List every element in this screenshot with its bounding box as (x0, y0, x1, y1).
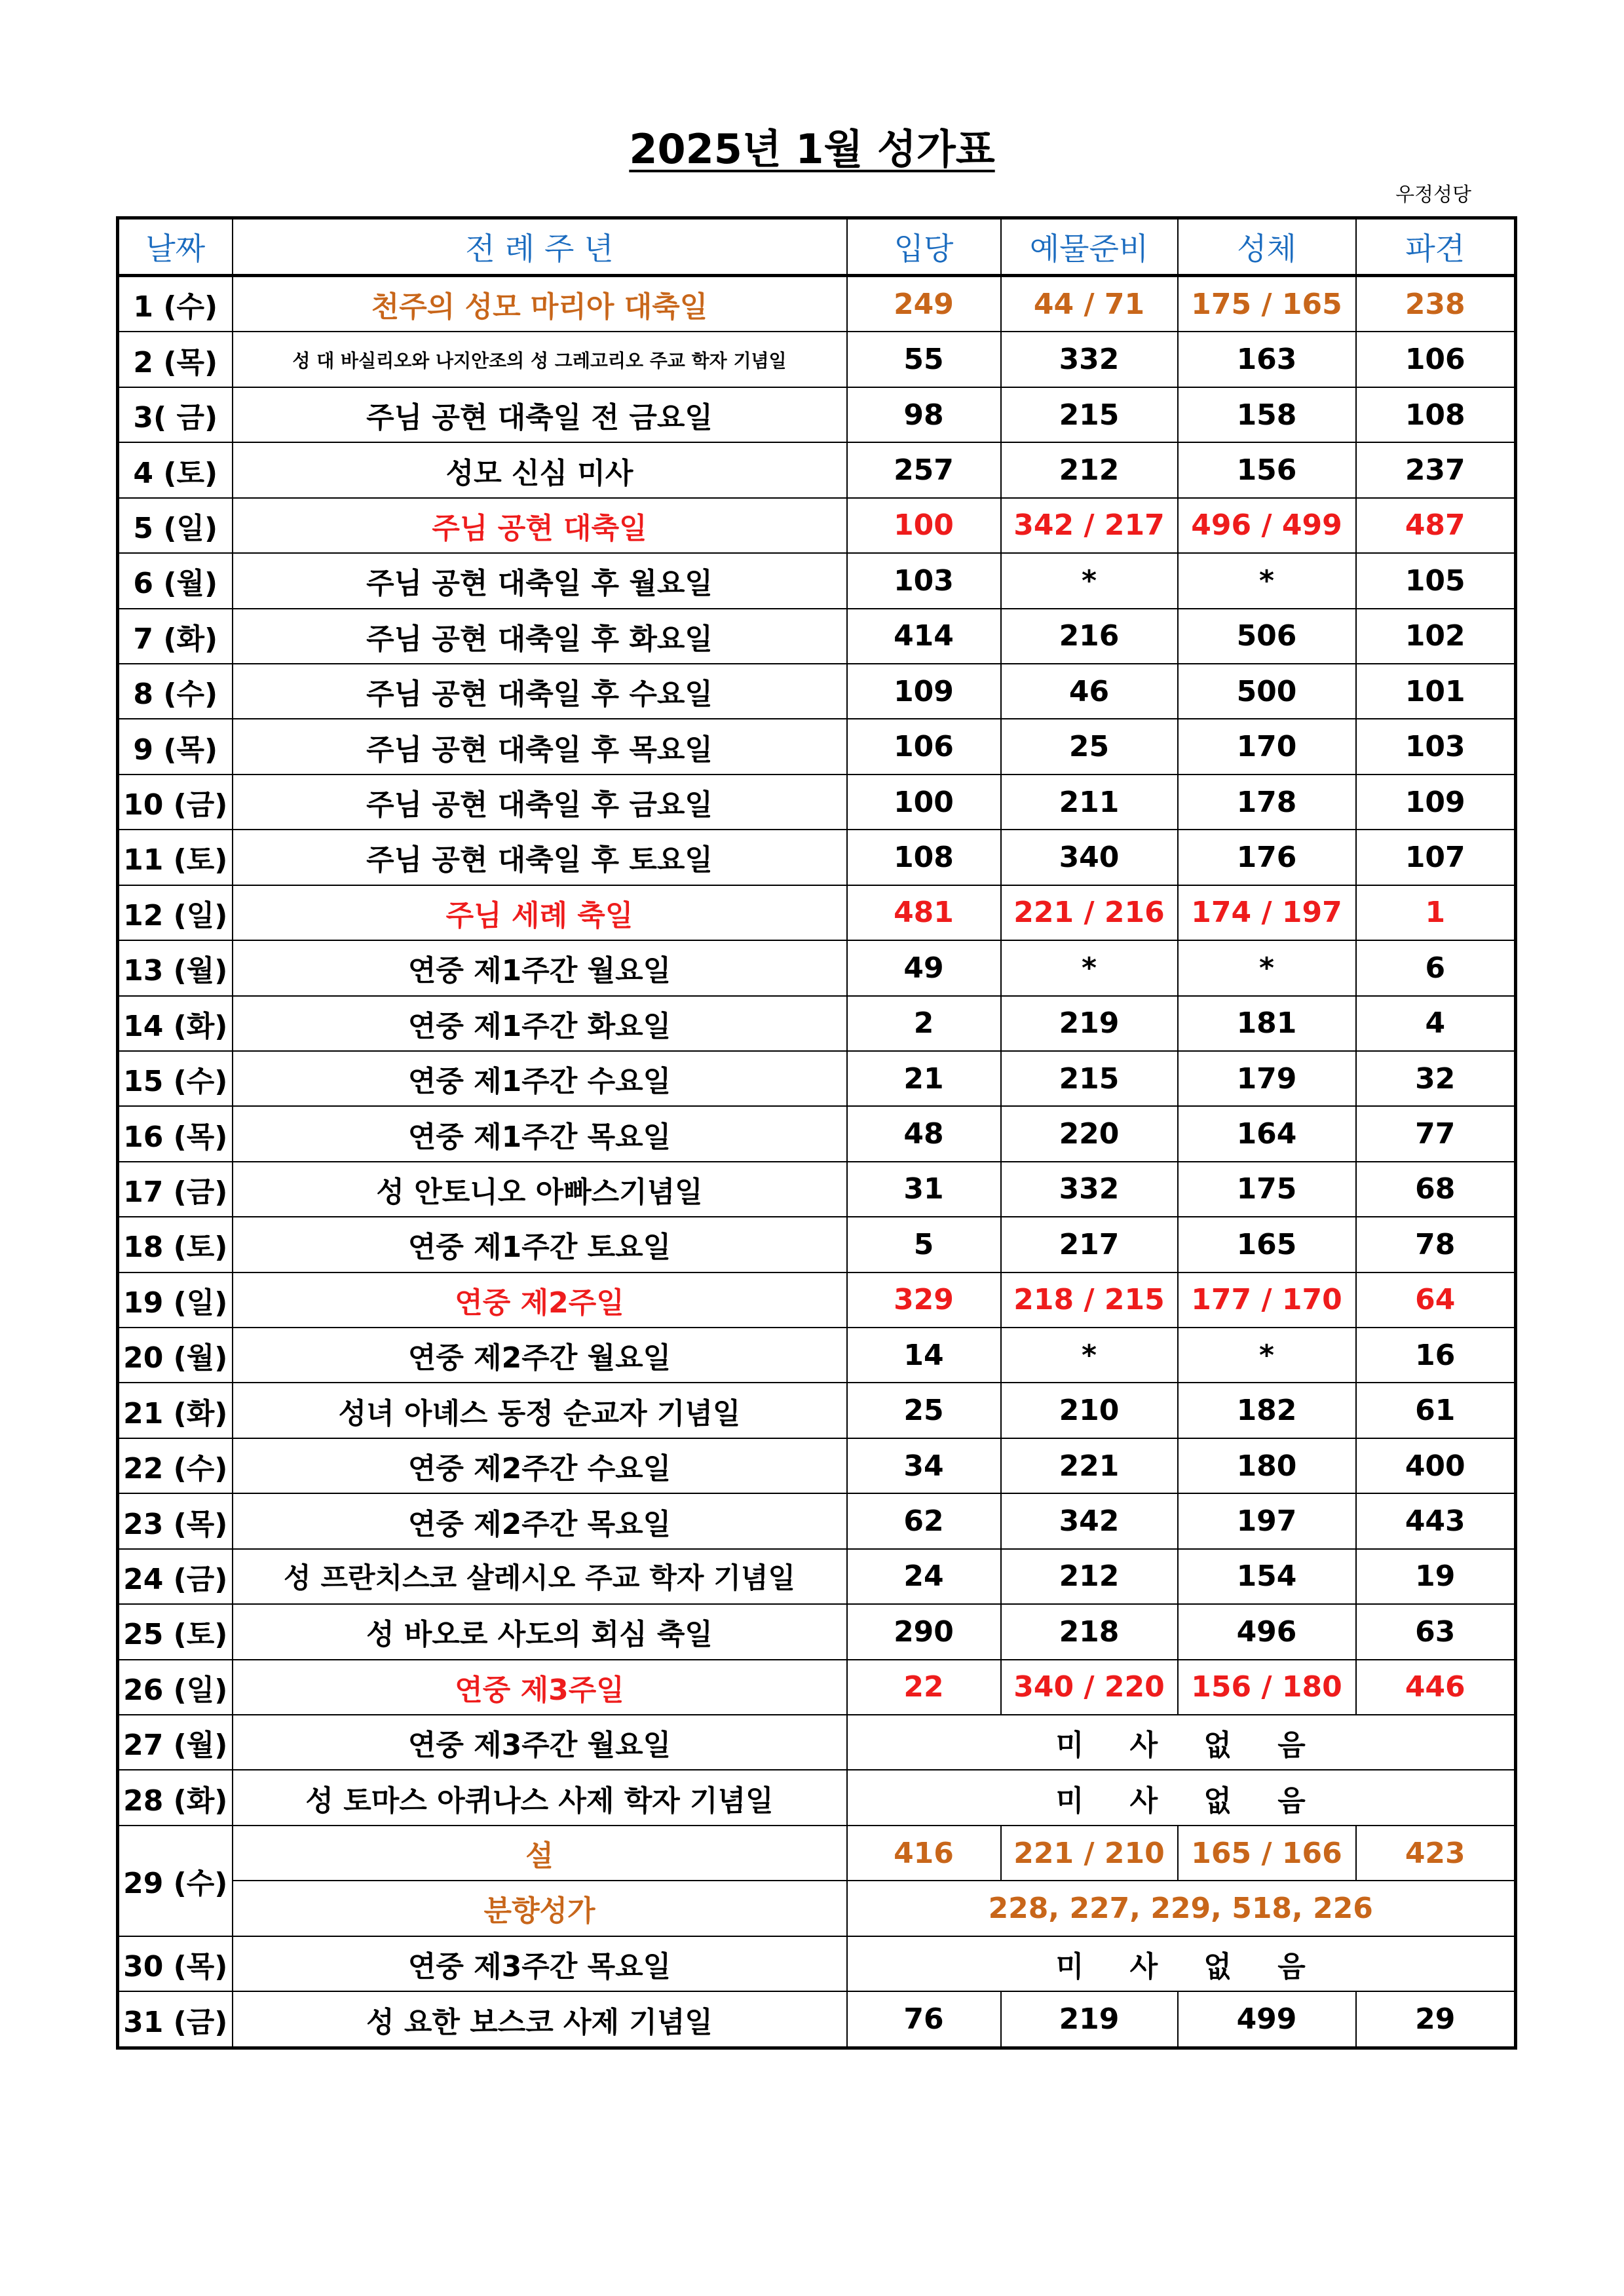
sub-liturgy-cell: 분향성가 (233, 1881, 847, 1936)
liturgy-cell: 주님 공현 대축일 후 금요일 (233, 775, 847, 830)
table-row (118, 442, 1516, 497)
offertory-cell: 212 (1001, 442, 1178, 497)
communion-cell: 506 (1178, 609, 1356, 664)
recessional-cell: 32 (1356, 1051, 1516, 1106)
date-cell: 4 (토) (118, 442, 233, 497)
recessional-cell: 446 (1356, 1660, 1516, 1715)
table-row (118, 1549, 1516, 1604)
liturgy-cell: 연중 제3주일 (233, 1660, 847, 1715)
table-row (118, 387, 1516, 442)
entrance-cell: 22 (847, 1660, 1001, 1715)
table-row (118, 1051, 1516, 1106)
header-liturgy: 전 례 주 년 (233, 218, 847, 276)
entrance-cell: 55 (847, 332, 1001, 387)
offertory-cell: 217 (1001, 1217, 1178, 1272)
table-row (118, 276, 1516, 332)
entrance-cell: 100 (847, 498, 1001, 553)
liturgy-cell: 주님 세례 축일 (233, 885, 847, 940)
entrance-cell: 48 (847, 1106, 1001, 1161)
date-cell: 26 (일) (118, 1660, 233, 1715)
offertory-cell: 342 / 217 (1001, 498, 1178, 553)
date-cell: 8 (수) (118, 664, 233, 719)
liturgy-cell: 주님 공현 대축일 전 금요일 (233, 387, 847, 442)
offertory-cell: 218 / 215 (1001, 1272, 1178, 1328)
communion-cell: * (1178, 553, 1356, 608)
recessional-cell: 109 (1356, 775, 1516, 830)
date-cell: 21 (화) (118, 1383, 233, 1438)
offertory-cell: 219 (1001, 996, 1178, 1051)
offertory-cell: 342 (1001, 1493, 1178, 1548)
recessional-cell: 237 (1356, 442, 1516, 497)
offertory-cell: 220 (1001, 1106, 1178, 1161)
date-cell: 7 (화) (118, 609, 233, 664)
date-cell: 11 (토) (118, 830, 233, 885)
recessional-cell: 1 (1356, 885, 1516, 940)
parish-name: 우정성당 (1395, 183, 1471, 206)
table-row (118, 1493, 1516, 1548)
communion-cell: 181 (1178, 996, 1356, 1051)
date-cell: 23 (목) (118, 1493, 233, 1548)
table-row (118, 332, 1516, 387)
recessional-cell: 423 (1356, 1826, 1516, 1881)
entrance-cell: 108 (847, 830, 1001, 885)
recessional-cell: 77 (1356, 1106, 1516, 1161)
liturgy-cell: 성 대 바실리오와 나지안조의 성 그레고리오 주교 학자 기념일 (233, 332, 847, 387)
date-cell: 6 (월) (118, 553, 233, 608)
recessional-cell: 16 (1356, 1328, 1516, 1383)
offertory-cell: 340 / 220 (1001, 1660, 1178, 1715)
entrance-cell: 329 (847, 1272, 1001, 1328)
header-communion: 성체 (1178, 218, 1356, 276)
communion-cell: 175 / 165 (1178, 276, 1356, 332)
date-cell: 14 (화) (118, 996, 233, 1051)
recessional-cell: 4 (1356, 996, 1516, 1051)
table-row (118, 498, 1516, 553)
entrance-cell: 106 (847, 719, 1001, 774)
date-cell: 9 (목) (118, 719, 233, 774)
offertory-cell: 221 / 216 (1001, 885, 1178, 940)
table-row (118, 1770, 1516, 1825)
table-row (118, 1826, 1516, 1881)
date-cell: 3( 금) (118, 387, 233, 442)
recessional-cell: 63 (1356, 1604, 1516, 1659)
entrance-cell: 5 (847, 1217, 1001, 1272)
table-row (118, 609, 1516, 664)
date-cell: 10 (금) (118, 775, 233, 830)
liturgy-cell: 천주의 성모 마리아 대축일 (233, 276, 847, 332)
liturgy-cell: 주님 공현 대축일 후 수요일 (233, 664, 847, 719)
entrance-cell: 49 (847, 940, 1001, 995)
date-cell: 15 (수) (118, 1051, 233, 1106)
entrance-cell: 21 (847, 1051, 1001, 1106)
liturgy-cell: 주님 공현 대축일 (233, 498, 847, 553)
offertory-cell: 210 (1001, 1383, 1178, 1438)
header-date: 날짜 (118, 218, 233, 276)
incense-hymns-cell: 228, 227, 229, 518, 226 (847, 1881, 1516, 1936)
liturgy-cell: 성 바오로 사도의 회심 축일 (233, 1604, 847, 1659)
recessional-cell: 101 (1356, 664, 1516, 719)
date-cell: 30 (목) (118, 1936, 233, 1991)
entrance-cell: 416 (847, 1826, 1001, 1881)
table-row (118, 664, 1516, 719)
entrance-cell: 414 (847, 609, 1001, 664)
communion-cell: 500 (1178, 664, 1356, 719)
offertory-cell: 25 (1001, 719, 1178, 774)
communion-cell: 197 (1178, 1493, 1356, 1548)
liturgy-cell: 연중 제2주간 월요일 (233, 1328, 847, 1383)
entrance-cell: 76 (847, 1991, 1001, 2048)
liturgy-cell: 성 토마스 아퀴나스 사제 학자 기념일 (233, 1770, 847, 1825)
liturgy-cell: 성 안토니오 아빠스기념일 (233, 1162, 847, 1217)
entrance-cell: 62 (847, 1493, 1001, 1548)
recessional-cell: 108 (1356, 387, 1516, 442)
offertory-cell: * (1001, 1328, 1178, 1383)
offertory-cell: 332 (1001, 1162, 1178, 1217)
table-row (118, 1438, 1516, 1493)
communion-cell: 164 (1178, 1106, 1356, 1161)
recessional-cell: 61 (1356, 1383, 1516, 1438)
table-row (118, 1106, 1516, 1161)
offertory-cell: 221 / 210 (1001, 1826, 1178, 1881)
communion-cell: 176 (1178, 830, 1356, 885)
header-entrance: 입당 (847, 218, 1001, 276)
header-row (118, 218, 1516, 276)
communion-cell: 170 (1178, 719, 1356, 774)
table-row (118, 830, 1516, 885)
date-cell: 31 (금) (118, 1991, 233, 2048)
liturgy-cell: 주님 공현 대축일 후 토요일 (233, 830, 847, 885)
table-row (118, 885, 1516, 940)
table-row (118, 1162, 1516, 1217)
communion-cell: 163 (1178, 332, 1356, 387)
communion-cell: * (1178, 1328, 1356, 1383)
liturgy-cell: 연중 제1주간 화요일 (233, 996, 847, 1051)
offertory-cell: * (1001, 940, 1178, 995)
communion-cell: 179 (1178, 1051, 1356, 1106)
recessional-cell: 102 (1356, 609, 1516, 664)
communion-cell: 496 (1178, 1604, 1356, 1659)
liturgy-cell: 연중 제1주간 수요일 (233, 1051, 847, 1106)
offertory-cell: 221 (1001, 1438, 1178, 1493)
date-cell: 2 (목) (118, 332, 233, 387)
no-mass-cell: 미 사 없 음 (847, 1770, 1516, 1825)
offertory-cell: 211 (1001, 775, 1178, 830)
table-row (118, 1660, 1516, 1715)
recessional-cell: 443 (1356, 1493, 1516, 1548)
entrance-cell: 257 (847, 442, 1001, 497)
recessional-cell: 78 (1356, 1217, 1516, 1272)
liturgy-cell: 연중 제2주간 목요일 (233, 1493, 847, 1548)
date-cell: 12 (일) (118, 885, 233, 940)
entrance-cell: 31 (847, 1162, 1001, 1217)
date-cell: 16 (목) (118, 1106, 233, 1161)
recessional-cell: 6 (1356, 940, 1516, 995)
table-row-sub (118, 1881, 1516, 1936)
offertory-cell: 46 (1001, 664, 1178, 719)
date-cell: 18 (토) (118, 1217, 233, 1272)
liturgy-cell: 연중 제1주간 토요일 (233, 1217, 847, 1272)
offertory-cell: 340 (1001, 830, 1178, 885)
entrance-cell: 481 (847, 885, 1001, 940)
liturgy-cell: 연중 제3주간 목요일 (233, 1936, 847, 1991)
date-cell: 24 (금) (118, 1549, 233, 1604)
table-row (118, 553, 1516, 608)
communion-cell: 175 (1178, 1162, 1356, 1217)
date-cell: 1 (수) (118, 276, 233, 332)
recessional-cell: 487 (1356, 498, 1516, 553)
offertory-cell: 212 (1001, 1549, 1178, 1604)
offertory-cell: * (1001, 553, 1178, 608)
recessional-cell: 68 (1356, 1162, 1516, 1217)
no-mass-cell: 미 사 없 음 (847, 1715, 1516, 1770)
recessional-cell: 19 (1356, 1549, 1516, 1604)
liturgy-cell: 성 요한 보스코 사제 기념일 (233, 1991, 847, 2048)
date-cell: 20 (월) (118, 1328, 233, 1383)
offertory-cell: 44 / 71 (1001, 276, 1178, 332)
liturgy-cell: 연중 제1주간 목요일 (233, 1106, 847, 1161)
offertory-cell: 218 (1001, 1604, 1178, 1659)
offertory-cell: 332 (1001, 332, 1178, 387)
liturgy-cell: 주님 공현 대축일 후 월요일 (233, 553, 847, 608)
offertory-cell: 215 (1001, 387, 1178, 442)
table-row (118, 1328, 1516, 1383)
table-row (118, 1272, 1516, 1328)
entrance-cell: 100 (847, 775, 1001, 830)
recessional-cell: 400 (1356, 1438, 1516, 1493)
liturgy-cell: 연중 제1주간 월요일 (233, 940, 847, 995)
no-mass-cell: 미 사 없 음 (847, 1936, 1516, 1991)
entrance-cell: 290 (847, 1604, 1001, 1659)
entrance-cell: 34 (847, 1438, 1001, 1493)
liturgy-cell: 주님 공현 대축일 후 화요일 (233, 609, 847, 664)
entrance-cell: 98 (847, 387, 1001, 442)
table-row (118, 1991, 1516, 2048)
table-row (118, 996, 1516, 1051)
offertory-cell: 216 (1001, 609, 1178, 664)
communion-cell: 496 / 499 (1178, 498, 1356, 553)
entrance-cell: 109 (847, 664, 1001, 719)
table-row (118, 775, 1516, 830)
date-cell: 13 (월) (118, 940, 233, 995)
date-cell: 27 (월) (118, 1715, 233, 1770)
recessional-cell: 29 (1356, 1991, 1516, 2048)
date-cell: 19 (일) (118, 1272, 233, 1328)
table-row (118, 1383, 1516, 1438)
date-cell: 29 (수) (118, 1826, 233, 1936)
entrance-cell: 2 (847, 996, 1001, 1051)
communion-cell: 156 (1178, 442, 1356, 497)
page-title: 2025년 1월 성가표 (629, 125, 995, 173)
communion-cell: * (1178, 940, 1356, 995)
communion-cell: 158 (1178, 387, 1356, 442)
date-cell: 5 (일) (118, 498, 233, 553)
communion-cell: 180 (1178, 1438, 1356, 1493)
liturgy-cell: 연중 제2주일 (233, 1272, 847, 1328)
recessional-cell: 238 (1356, 276, 1516, 332)
date-cell: 28 (화) (118, 1770, 233, 1825)
recessional-cell: 103 (1356, 719, 1516, 774)
liturgy-cell: 성녀 아녜스 동정 순교자 기념일 (233, 1383, 847, 1438)
recessional-cell: 106 (1356, 332, 1516, 387)
communion-cell: 156 / 180 (1178, 1660, 1356, 1715)
communion-cell: 154 (1178, 1549, 1356, 1604)
liturgy-cell: 주님 공현 대축일 후 목요일 (233, 719, 847, 774)
hymn-table (116, 216, 1517, 2050)
liturgy-cell: 연중 제3주간 월요일 (233, 1715, 847, 1770)
recessional-cell: 105 (1356, 553, 1516, 608)
entrance-cell: 249 (847, 276, 1001, 332)
entrance-cell: 103 (847, 553, 1001, 608)
header-offertory: 예물준비 (1001, 218, 1178, 276)
communion-cell: 178 (1178, 775, 1356, 830)
communion-cell: 182 (1178, 1383, 1356, 1438)
communion-cell: 499 (1178, 1991, 1356, 2048)
liturgy-cell: 설 (233, 1826, 847, 1881)
liturgy-cell: 성모 신심 미사 (233, 442, 847, 497)
table-row (118, 1217, 1516, 1272)
offertory-cell: 219 (1001, 1991, 1178, 2048)
communion-cell: 165 (1178, 1217, 1356, 1272)
entrance-cell: 14 (847, 1328, 1001, 1383)
date-cell: 25 (토) (118, 1604, 233, 1659)
recessional-cell: 64 (1356, 1272, 1516, 1328)
date-cell: 17 (금) (118, 1162, 233, 1217)
communion-cell: 174 / 197 (1178, 885, 1356, 940)
communion-cell: 165 / 166 (1178, 1826, 1356, 1881)
liturgy-cell: 성 프란치스코 살레시오 주교 학자 기념일 (233, 1549, 847, 1604)
communion-cell: 177 / 170 (1178, 1272, 1356, 1328)
date-cell: 22 (수) (118, 1438, 233, 1493)
liturgy-cell: 연중 제2주간 수요일 (233, 1438, 847, 1493)
table-row (118, 719, 1516, 774)
entrance-cell: 25 (847, 1383, 1001, 1438)
offertory-cell: 215 (1001, 1051, 1178, 1106)
table-row (118, 1715, 1516, 1770)
table-row (118, 1936, 1516, 1991)
entrance-cell: 24 (847, 1549, 1001, 1604)
table-row (118, 940, 1516, 995)
recessional-cell: 107 (1356, 830, 1516, 885)
table-row (118, 1604, 1516, 1659)
header-recessional: 파견 (1356, 218, 1516, 276)
